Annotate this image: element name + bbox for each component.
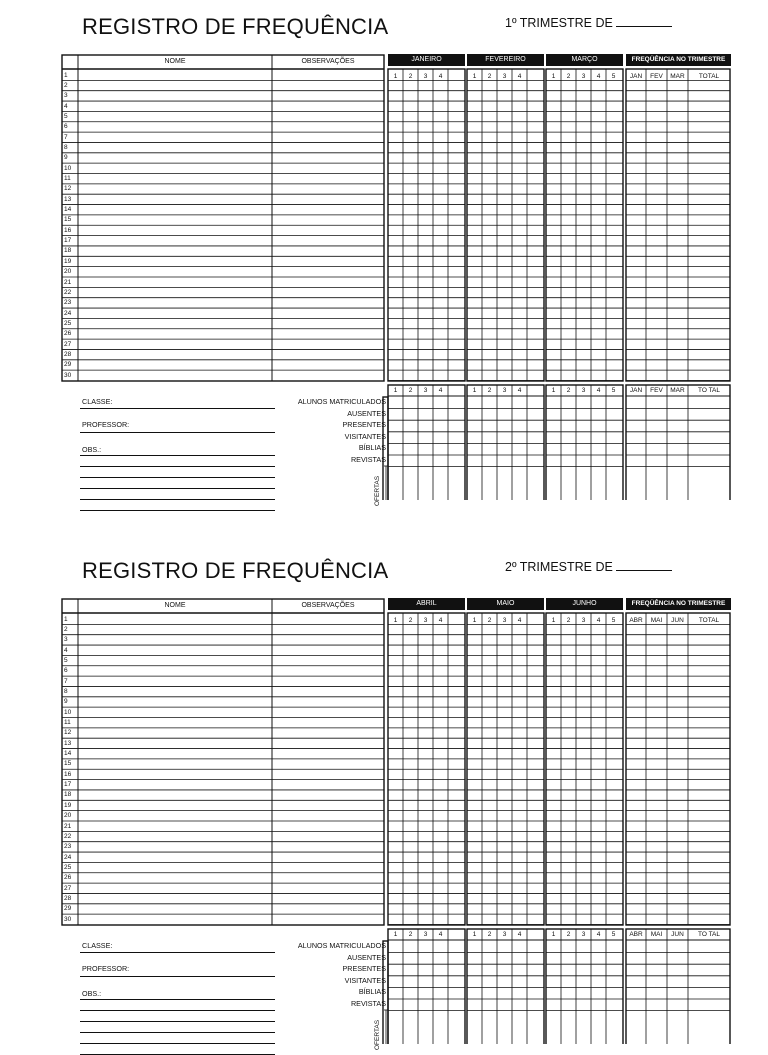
row-number: 10 xyxy=(64,708,72,716)
classe-label: CLASSE: xyxy=(82,397,113,406)
frequency-column-header: ABR xyxy=(629,617,643,624)
frequency-column-header-bottom: JUN xyxy=(671,931,684,938)
row-number: 6 xyxy=(64,123,68,131)
row-number: 4 xyxy=(64,646,68,654)
professor-label: PROFESSOR: xyxy=(82,420,130,429)
month-header: MARÇO xyxy=(546,54,623,66)
row-number: 25 xyxy=(64,319,72,327)
summary-label: ALUNOS MATRICULADOS xyxy=(297,941,386,950)
week-number-bottom: 2 xyxy=(566,387,571,394)
row-number: 20 xyxy=(64,268,72,276)
week-number: 5 xyxy=(611,73,616,80)
week-number: 3 xyxy=(581,617,586,624)
ofertas-label: OFERTAS xyxy=(374,475,381,506)
row-number: 2 xyxy=(64,625,68,633)
week-number: 3 xyxy=(423,617,428,624)
frequency-column-header-bottom: TO TAL xyxy=(697,931,721,938)
row-number: 23 xyxy=(64,299,72,307)
row-number: 24 xyxy=(64,309,72,317)
row-number: 26 xyxy=(64,330,72,338)
week-number-bottom: 4 xyxy=(517,387,522,394)
classe-label: CLASSE: xyxy=(82,941,113,950)
month-header: MAIO xyxy=(467,598,544,610)
trimester-year-blank xyxy=(616,559,672,571)
frequency-column-header: MAR xyxy=(670,73,685,80)
week-number-bottom: 4 xyxy=(596,387,601,394)
obs-line xyxy=(80,999,275,1000)
week-number-bottom: 1 xyxy=(472,387,477,394)
week-number: 4 xyxy=(517,617,522,624)
week-number-bottom: 3 xyxy=(502,931,507,938)
week-number: 1 xyxy=(472,617,477,624)
obs-line xyxy=(80,488,275,489)
obs-line xyxy=(80,466,275,467)
frequency-column-header: TOTAL xyxy=(698,617,720,624)
week-number: 4 xyxy=(596,617,601,624)
week-number: 3 xyxy=(502,617,507,624)
frequency-header: FREQÜÊNCIA NO TRIMESTRE xyxy=(626,598,731,610)
row-number: 3 xyxy=(64,92,68,100)
row-number: 28 xyxy=(64,350,72,358)
row-number: 3 xyxy=(64,636,68,644)
row-number: 7 xyxy=(64,677,68,685)
week-number-bottom: 2 xyxy=(487,387,492,394)
trimester-text: 2º TRIMESTRE DE xyxy=(505,560,613,574)
summary-label: ALUNOS MATRICULADOS xyxy=(297,397,386,406)
obs-line xyxy=(80,477,275,478)
professor-line xyxy=(80,432,275,433)
row-number: 5 xyxy=(64,656,68,664)
week-number-bottom: 3 xyxy=(423,387,428,394)
obs-label: OBS.: xyxy=(82,445,102,454)
week-number-bottom: 3 xyxy=(581,387,586,394)
week-number-bottom: 1 xyxy=(393,931,398,938)
week-number-bottom: 4 xyxy=(596,931,601,938)
row-number: 12 xyxy=(64,729,72,737)
week-number: 4 xyxy=(517,73,522,80)
week-number: 1 xyxy=(393,617,398,624)
row-number: 24 xyxy=(64,853,72,861)
frequency-column-header: TOTAL xyxy=(698,73,720,80)
trimester-label xyxy=(505,15,672,30)
row-number: 5 xyxy=(64,112,68,120)
row-number: 27 xyxy=(64,340,72,348)
week-number: 4 xyxy=(596,73,601,80)
row-number: 18 xyxy=(64,247,72,255)
week-number-bottom: 4 xyxy=(438,387,443,394)
summary-label: AUSENTES xyxy=(347,408,386,418)
week-number-bottom: 5 xyxy=(611,387,616,394)
week-number: 4 xyxy=(438,73,443,80)
frequency-column-header-bottom: FEV xyxy=(650,387,663,394)
row-number: 9 xyxy=(64,698,68,706)
week-number: 3 xyxy=(423,73,428,80)
row-number: 15 xyxy=(64,760,72,768)
summary-label: BÍBLIAS xyxy=(358,443,386,453)
classe-line xyxy=(80,408,275,409)
row-number: 26 xyxy=(64,874,72,882)
week-number-bottom: 3 xyxy=(581,931,586,938)
ofertas-label: OFERTAS xyxy=(374,1019,381,1050)
classe-line xyxy=(80,952,275,953)
week-number-bottom: 2 xyxy=(408,387,413,394)
row-number: 10 xyxy=(64,164,72,172)
week-number-bottom: 2 xyxy=(566,931,571,938)
row-number: 21 xyxy=(64,822,72,830)
week-number-bottom: 3 xyxy=(502,387,507,394)
row-number: 17 xyxy=(64,781,72,789)
obs-label: OBS.: xyxy=(82,989,102,998)
row-number: 9 xyxy=(64,154,68,162)
column-header-nome: NOME xyxy=(164,58,186,65)
row-number: 21 xyxy=(64,278,72,286)
obs-line xyxy=(80,510,275,511)
obs-line xyxy=(80,1043,275,1044)
trimester-text: 1º TRIMESTRE DE xyxy=(505,16,613,30)
row-number: 6 xyxy=(64,667,68,675)
attendance-sheet-1 xyxy=(0,0,768,506)
frequency-column-header: JUN xyxy=(671,617,684,624)
week-number-bottom: 1 xyxy=(551,387,556,394)
week-number: 3 xyxy=(502,73,507,80)
row-number: 13 xyxy=(64,739,72,747)
row-number: 4 xyxy=(64,102,68,110)
week-number-bottom: 2 xyxy=(487,931,492,938)
row-number: 11 xyxy=(64,719,71,726)
attendance-sheet-2 xyxy=(0,544,768,1050)
week-number: 1 xyxy=(472,73,477,80)
summary-label: PRESENTES xyxy=(342,420,386,430)
frequency-column-header-bottom: ABR xyxy=(629,931,643,938)
week-number: 2 xyxy=(566,617,571,624)
row-number: 17 xyxy=(64,237,72,245)
column-header-nome: NOME xyxy=(164,602,186,609)
row-number: 14 xyxy=(64,206,72,214)
summary-label: AUSENTES xyxy=(347,952,386,962)
column-header-observacoes: OBSERVAÇÕES xyxy=(301,58,355,65)
week-number: 2 xyxy=(487,73,492,80)
row-number: 1 xyxy=(64,71,68,79)
row-number: 8 xyxy=(64,687,68,695)
row-number: 8 xyxy=(64,143,68,151)
week-number: 4 xyxy=(438,617,443,624)
row-number: 1 xyxy=(64,615,68,623)
row-number: 29 xyxy=(64,905,72,913)
trimester-label xyxy=(505,559,672,574)
week-number-bottom: 4 xyxy=(517,931,522,938)
summary-label: VISITANTES xyxy=(344,431,386,441)
frequency-column-header-bottom: MAI xyxy=(650,931,663,938)
row-number: 30 xyxy=(64,915,72,923)
month-header: ABRIL xyxy=(388,598,465,610)
week-number: 2 xyxy=(566,73,571,80)
week-number-bottom: 4 xyxy=(438,931,443,938)
obs-line xyxy=(80,499,275,500)
row-number: 23 xyxy=(64,843,72,851)
week-number: 1 xyxy=(551,617,556,624)
row-number: 14 xyxy=(64,750,72,758)
week-number-bottom: 2 xyxy=(408,931,413,938)
row-number: 12 xyxy=(64,185,72,193)
frequency-column-header: FEV xyxy=(650,73,663,80)
row-number: 15 xyxy=(64,216,72,224)
frequency-column-header: MAI xyxy=(650,617,663,624)
row-number: 20 xyxy=(64,812,72,820)
week-number-bottom: 1 xyxy=(393,387,398,394)
summary-label: BÍBLIAS xyxy=(358,987,386,997)
week-number: 2 xyxy=(408,617,413,624)
week-number: 2 xyxy=(408,73,413,80)
row-number: 27 xyxy=(64,884,72,892)
week-number: 1 xyxy=(551,73,556,80)
row-number: 25 xyxy=(64,863,72,871)
obs-line xyxy=(80,1010,275,1011)
row-number: 22 xyxy=(64,832,72,840)
month-header: JANEIRO xyxy=(388,54,465,66)
trimester-year-blank xyxy=(616,15,672,27)
page-title: REGISTRO DE FREQUÊNCIA xyxy=(82,14,389,39)
week-number: 1 xyxy=(393,73,398,80)
row-number: 7 xyxy=(64,133,68,141)
row-number: 19 xyxy=(64,801,72,809)
row-number: 19 xyxy=(64,257,72,265)
frequency-column-header: JAN xyxy=(629,73,643,80)
row-number: 16 xyxy=(64,770,72,778)
week-number-bottom: 3 xyxy=(423,931,428,938)
month-header: FEVEREIRO xyxy=(467,54,544,66)
professor-label: PROFESSOR: xyxy=(82,964,130,973)
row-number: 2 xyxy=(64,81,68,89)
row-number: 13 xyxy=(64,195,72,203)
summary-label: VISITANTES xyxy=(344,975,386,985)
row-number: 30 xyxy=(64,371,72,379)
week-number: 5 xyxy=(611,617,616,624)
row-number: 16 xyxy=(64,226,72,234)
week-number-bottom: 5 xyxy=(611,931,616,938)
row-number: 22 xyxy=(64,288,72,296)
frequency-column-header-bottom: MAR xyxy=(670,387,685,394)
row-number: 28 xyxy=(64,894,72,902)
row-number: 29 xyxy=(64,361,72,369)
week-number-bottom: 1 xyxy=(472,931,477,938)
week-number: 2 xyxy=(487,617,492,624)
obs-line xyxy=(80,1032,275,1033)
week-number-bottom: 1 xyxy=(551,931,556,938)
page-title: REGISTRO DE FREQUÊNCIA xyxy=(82,558,389,583)
obs-line xyxy=(80,1021,275,1022)
professor-line xyxy=(80,976,275,977)
obs-line xyxy=(80,455,275,456)
summary-label: REVISTAS xyxy=(350,999,386,1008)
row-number: 11 xyxy=(64,175,71,182)
month-header: JUNHO xyxy=(546,598,623,610)
frequency-column-header-bottom: TO TAL xyxy=(697,387,721,394)
frequency-column-header-bottom: JAN xyxy=(629,387,643,394)
summary-label: PRESENTES xyxy=(342,964,386,974)
row-number: 18 xyxy=(64,791,72,799)
column-header-observacoes: OBSERVAÇÕES xyxy=(301,602,355,609)
frequency-header: FREQÜÊNCIA NO TRIMESTRE xyxy=(626,54,731,66)
summary-label: REVISTAS xyxy=(350,455,386,464)
week-number: 3 xyxy=(581,73,586,80)
